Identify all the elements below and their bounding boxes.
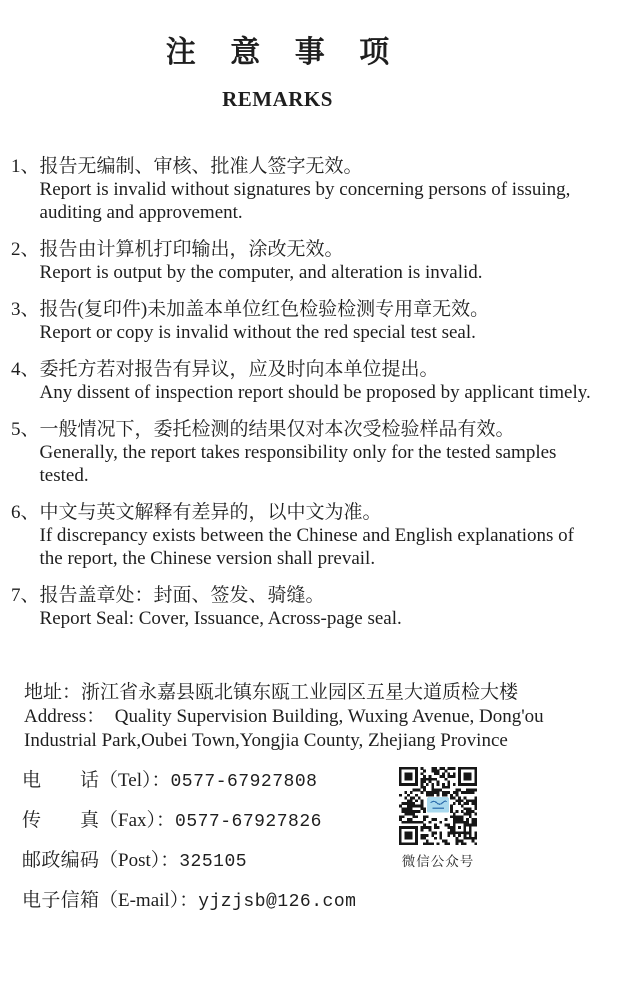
remark-item-6 bbox=[11, 501, 623, 570]
qr-code-icon bbox=[399, 767, 477, 845]
tel-label-chinese: 电话 bbox=[22, 770, 99, 791]
contact-row-post bbox=[22, 845, 623, 872]
address-english: Address： Quality Supervision Building, Wuxing Avenue, Dong'ou Industrial Park,Oubei Town,Yongjia County, Zhejiang Province bbox=[24, 706, 549, 751]
item-text-english: Generally, the report takes responsibility only for the tested samples tested. bbox=[39, 442, 557, 486]
item-body bbox=[40, 501, 602, 570]
item-number: 1、 bbox=[11, 156, 40, 177]
item-body bbox=[40, 298, 602, 344]
page-heading bbox=[0, 36, 623, 111]
item-text-english: If discrepancy exists between the Chinese and English explanations of the report, the Chinese version shall prevail. bbox=[39, 525, 575, 569]
contact-row-email bbox=[22, 885, 623, 912]
remark-item-1 bbox=[11, 155, 623, 224]
item-body bbox=[40, 418, 602, 487]
contact-row-tel bbox=[22, 765, 623, 792]
address-block bbox=[0, 680, 600, 752]
item-text-chinese: 报告(复印件)未加盖本单位红色检验检测专用章无效。 bbox=[39, 299, 490, 320]
remark-item-2 bbox=[11, 238, 623, 284]
tel-value: 0577-67927808 bbox=[170, 772, 318, 792]
remark-item-3 bbox=[11, 298, 623, 344]
item-text-chinese: 报告盖章处：封面、签发、骑缝。 bbox=[39, 585, 325, 606]
item-text-english: Report is output by the computer, and alteration is invalid. bbox=[39, 262, 483, 283]
item-body bbox=[40, 238, 602, 284]
email-label-english: （E-mail）： bbox=[99, 890, 199, 911]
item-number: 3、 bbox=[11, 299, 40, 320]
wechat-qr-block bbox=[399, 767, 477, 870]
item-body bbox=[40, 155, 602, 224]
post-label-chinese: 邮政编码 bbox=[22, 850, 99, 871]
fax-label-chinese: 传真 bbox=[22, 810, 99, 831]
remarks-list bbox=[0, 155, 623, 630]
item-text-chinese: 中文与英文解释有差异的，以中文为准。 bbox=[39, 502, 382, 523]
item-body bbox=[40, 584, 602, 630]
item-number: 6、 bbox=[11, 502, 40, 523]
item-text-chinese: 一般情况下，委托检测的结果仅对本次受检验样品有效。 bbox=[39, 419, 515, 440]
remark-item-7 bbox=[11, 584, 623, 630]
post-label-english: （Post）： bbox=[99, 850, 180, 871]
remark-item-4 bbox=[11, 358, 623, 404]
item-text-english: Any dissent of inspection report should be proposed by applicant timely. bbox=[39, 382, 591, 403]
contact-row-fax bbox=[22, 805, 623, 832]
remark-item-5 bbox=[11, 418, 623, 487]
item-number: 4、 bbox=[11, 359, 40, 380]
item-text-chinese: 报告由计算机打印输出，涂改无效。 bbox=[39, 239, 344, 260]
address-chinese: 地址：浙江省永嘉县瓯北镇东瓯工业园区五星大道质检大楼 bbox=[24, 682, 519, 703]
item-number: 7、 bbox=[11, 585, 40, 606]
item-body bbox=[40, 358, 602, 404]
item-text-english: Report is invalid without signatures by concerning persons of issuing, auditing and approvement. bbox=[39, 179, 571, 223]
page-title-chinese: 注意事项 bbox=[165, 36, 424, 69]
qr-caption: 微信公众号 bbox=[401, 854, 475, 869]
item-number: 2、 bbox=[11, 239, 40, 260]
item-number: 5、 bbox=[11, 419, 40, 440]
email-label-chinese: 电子信箱 bbox=[22, 890, 99, 911]
post-value: 325105 bbox=[179, 852, 248, 872]
page-title-english: REMARKS bbox=[222, 87, 333, 111]
item-text-chinese: 委托方若对报告有异议，应及时向本单位提出。 bbox=[39, 359, 439, 380]
fax-label-english: （Fax）： bbox=[99, 810, 176, 831]
email-value: yjzjsb@126.com bbox=[198, 892, 357, 912]
item-text-english: Report or copy is invalid without the red special test seal. bbox=[39, 322, 476, 343]
item-text-chinese: 报告无编制、审核、批准人签字无效。 bbox=[39, 156, 363, 177]
contact-block bbox=[0, 765, 623, 965]
tel-label-english: （Tel）： bbox=[99, 770, 171, 791]
item-text-english: Report Seal: Cover, Issuance, Across-page seal. bbox=[39, 608, 402, 629]
fax-value: 0577-67927826 bbox=[175, 812, 322, 832]
